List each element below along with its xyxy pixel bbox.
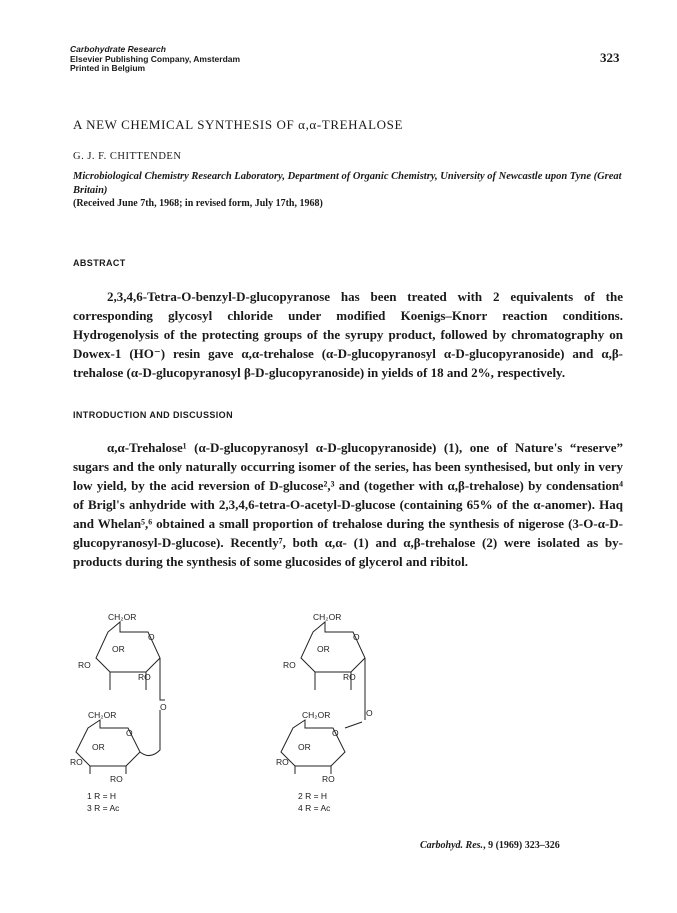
introduction-body	[73, 438, 623, 571]
or-label: OR	[112, 644, 125, 654]
or-label: OR	[92, 742, 105, 752]
abstract-body	[73, 287, 623, 382]
structure-legend-left	[87, 790, 119, 814]
ro-label: RO	[110, 774, 123, 784]
glycosidic-oxygen-label: O	[366, 708, 373, 718]
ch2or-label: CH₂OR	[302, 710, 331, 720]
legend-compound-4: 4 R = Ac	[298, 803, 331, 813]
ring-oxygen-label: O	[332, 728, 339, 738]
legend-compound-3: 3 R = Ac	[87, 803, 120, 813]
citation-journal: Carbohyd. Res.	[420, 840, 484, 851]
structure-svg	[70, 610, 490, 810]
introduction-heading: INTRODUCTION AND DISCUSSION	[73, 410, 233, 420]
ring-oxygen-label: O	[126, 728, 133, 738]
ch2or-label: CH₂OR	[88, 710, 117, 720]
citation-details: , 9 (1969) 323–326	[483, 840, 560, 851]
ch2or-label: CH₂OR	[313, 612, 342, 622]
or-label: OR	[298, 742, 311, 752]
ro-label: RO	[70, 757, 83, 767]
ro-label: RO	[322, 774, 335, 784]
running-header	[70, 45, 240, 74]
received-date: (Received June 7th, 1968; in revised form, July 17th, 1968)	[73, 198, 323, 209]
journal-name: Carbohydrate Research	[70, 44, 166, 54]
introduction-text: α,α-Trehalose¹ (α-D-glucopyranosyl α-D-glucopyranoside) (1), one of Nature's “reserve” sugars and the only naturally occurring isomer of the series, has been synthesised, but only in very low yield, by the acid reversion of D-glucose²,³ and (together with α,β-trehalose) by condensation⁴ of Brigl's anhydride with 2,3,4,6-tetra-O-acetyl-D-glucose (containing 65% of the α-anomer). Haq and Whelan⁵,⁶ obtained a small proportion of trehalose during the synthesis of nigerose (3-O-α-D-glucopyranosyl-D-glucose). Recently⁷, both α,α- (1) and α,β-trehalose (2) were isolated as by-products during the synthesis of some glucosides of glycerol and ribitol.	[73, 440, 623, 569]
ro-label: RO	[78, 660, 91, 670]
abstract-text: 2,3,4,6-Tetra-O-benzyl-D-glucopyranose has been treated with 2 equivalents of the corresponding glycosyl chloride under modified Koenigs–Knorr reaction conditions. Hydrogenolysis of the protecting groups of the syrupy product, followed by chromatography on Dowex-1 (HO⁻) resin gave α,α-trehalose (α-D-glucopyranosyl α-D-glucopyranoside) and α,β-trehalose (α-D-glucopyranosyl β-D-glucopyranoside) in yields of 18 and 2%, respectively.	[73, 289, 623, 380]
author: G. J. F. CHITTENDEN	[73, 151, 182, 162]
page-number: 323	[600, 50, 620, 65]
footer-citation	[420, 840, 560, 851]
or-label: OR	[317, 644, 330, 654]
ro-label: RO	[283, 660, 296, 670]
glycosidic-oxygen-label: O	[160, 702, 167, 712]
publisher: Elsevier Publishing Company, Amsterdam	[70, 53, 241, 64]
ring-oxygen-label: O	[353, 632, 360, 642]
structure-legend-right	[298, 790, 330, 814]
abstract-heading: ABSTRACT	[73, 258, 126, 268]
legend-compound-1: 1 R = H	[87, 791, 117, 801]
ro-label: RO	[276, 757, 289, 767]
legend-compound-2: 2 R = H	[298, 791, 328, 801]
ro-label: RO	[343, 672, 356, 682]
ro-label: RO	[138, 672, 151, 682]
structure-figure	[70, 610, 490, 810]
printed-in: Printed in Belgium	[70, 63, 146, 73]
article-title: A NEW CHEMICAL SYNTHESIS OF α,α-TREHALOSE	[73, 117, 404, 132]
ch2or-label: CH₂OR	[108, 612, 137, 622]
affiliation: Microbiological Chemistry Research Laboratory, Department of Organic Chemistry, University of Newcastle upon Tyne (Great Britain)	[73, 171, 622, 196]
ring-oxygen-label: O	[148, 632, 155, 642]
